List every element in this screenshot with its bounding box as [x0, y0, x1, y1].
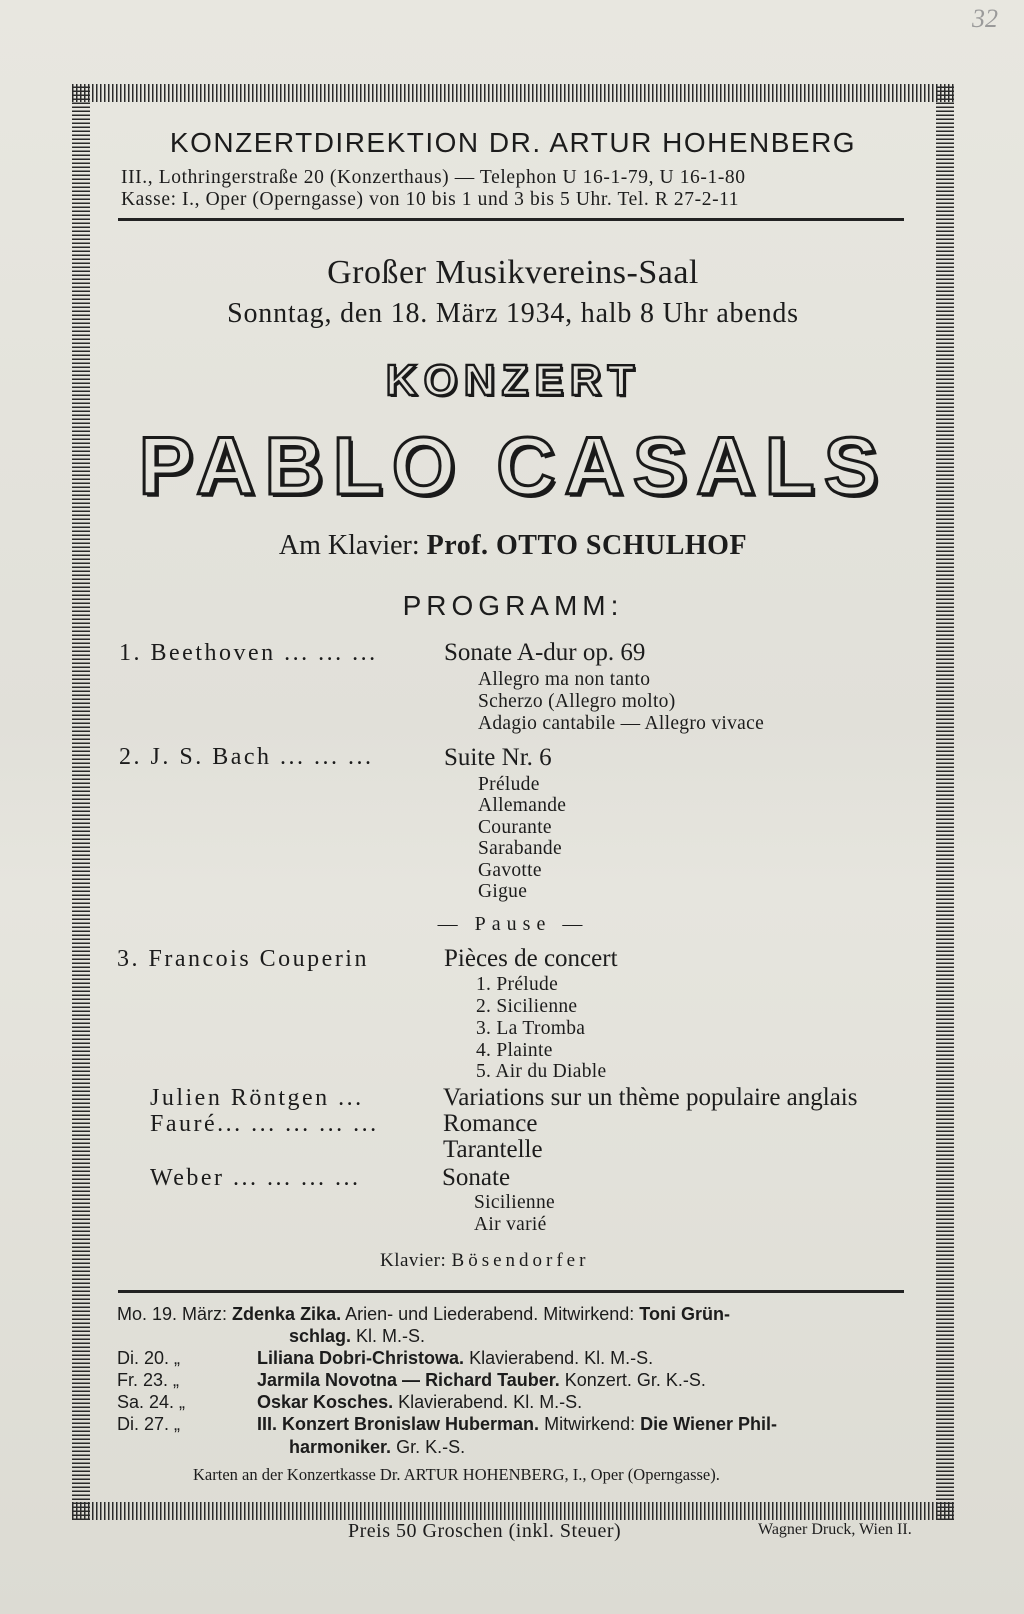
program-movement: Sarabande — [478, 838, 562, 859]
price: Preis 50 Groschen (inkl. Steuer) — [348, 1520, 622, 1542]
printer-credit: Wagner Druck, Wien II. — [758, 1521, 912, 1538]
program-work: Variations sur un thème populaire anglais — [443, 1084, 858, 1111]
upcoming-item — [117, 1414, 777, 1435]
program-composer: 1. Beethoven ... ... ... — [119, 640, 378, 666]
border-bottom — [72, 1502, 954, 1520]
upcoming-performer: Jarmila Novotna — Richard Tauber. — [257, 1370, 560, 1390]
upcoming-date: Di. 27. „ — [117, 1414, 181, 1434]
upcoming-performer-2: Die Wiener Phil- — [640, 1414, 777, 1434]
upcoming-performer: Liliana Dobri-Christowa. — [257, 1348, 465, 1368]
border-top — [72, 84, 954, 102]
piano-brand: Bösendorfer — [451, 1250, 590, 1271]
program-composer: Julien Röntgen ... — [150, 1085, 364, 1111]
upcoming-date: Di. 20. „ — [117, 1348, 181, 1368]
program-movement: Gigue — [478, 881, 528, 902]
program-work: Pièces de concert — [444, 945, 618, 972]
program-movement: 4. Plainte — [476, 1040, 553, 1061]
upcoming-item — [117, 1348, 653, 1369]
upcoming-date: Fr. 23. „ — [117, 1370, 180, 1390]
upcoming-performer: schlag. — [289, 1326, 352, 1346]
piano-note — [380, 1250, 589, 1272]
program-movement: 1. Prélude — [476, 974, 559, 995]
program-movement: 5. Air du Diable — [476, 1061, 607, 1082]
upcoming-item — [289, 1437, 465, 1458]
management-box-office: Kasse: I., Oper (Operngasse) von 10 bis 1 und 3 bis 5 Uhr. Tel. R 27-2-11 — [121, 189, 740, 210]
artist-name: PABLO CASALS — [138, 421, 888, 512]
ticket-note: Karten an der Konzertkasse Dr. ARTUR HOHENBERG, I., Oper (Operngasse). — [193, 1465, 720, 1484]
program-work: Sonate — [442, 1164, 511, 1191]
program-movement: Sicilienne — [474, 1192, 555, 1213]
upcoming-details: Kl. M.-S. — [356, 1326, 426, 1346]
program-work: Tarantelle — [443, 1136, 543, 1163]
upcoming-date: Mo. 19. März: — [117, 1304, 228, 1324]
upcoming-performer: harmoniker. — [289, 1437, 392, 1457]
upcoming-details: Mitwirkend: — [544, 1414, 636, 1434]
management-address: III., Lothringerstraße 20 (Konzerthaus) — Telephon U 16-1-79, U 16-1-80 — [121, 167, 746, 188]
upcoming-item — [289, 1326, 425, 1347]
upcoming-details: Klavierabend. Kl. M.-S. — [469, 1348, 654, 1368]
program-movement: Adagio cantabile — Allegro vivace — [478, 713, 765, 734]
program-movement: 3. La Tromba — [476, 1018, 586, 1039]
handwritten-page-number: 32 — [972, 4, 998, 33]
venue: Großer Musikvereins-Saal — [327, 254, 699, 291]
program-movement: Allegro ma non tanto — [478, 669, 651, 690]
program-divider — [118, 1290, 904, 1293]
program-movement: Scherzo (Allegro molto) — [478, 691, 676, 712]
program-movement: Allemande — [478, 795, 567, 816]
border-right — [936, 84, 954, 1520]
program-composer: Weber ... ... ... ... — [150, 1165, 361, 1191]
program-movement: 2. Sicilienne — [476, 996, 578, 1017]
program-movement: Gavotte — [478, 860, 542, 881]
program-movement: Courante — [478, 817, 552, 838]
program-composer: 2. J. S. Bach ... ... ... — [119, 744, 374, 770]
pianist-line — [90, 530, 936, 562]
upcoming-performer-2: Toni Grün- — [639, 1304, 730, 1324]
border-left — [72, 84, 90, 1520]
program-composer: 3. Francois Couperin — [117, 946, 369, 972]
management-title: KONZERTDIREKTION DR. ARTUR HOHENBERG — [169, 127, 857, 158]
program-movement: Air varié — [474, 1214, 547, 1235]
program-work: Romance — [443, 1110, 538, 1137]
pianist-prefix: Am Klavier: — [278, 530, 420, 561]
upcoming-performer: Zdenka Zika. — [232, 1304, 342, 1324]
program-composer: Fauré... ... ... ... ... — [150, 1111, 379, 1137]
piano-label: Klavier: — [380, 1250, 447, 1271]
program-work: Suite Nr. 6 — [444, 744, 552, 771]
pianist-name: Prof. OTTO SCHULHOF — [426, 530, 748, 561]
program-movement: Prélude — [478, 774, 540, 795]
upcoming-date: Sa. 24. „ — [117, 1392, 186, 1412]
upcoming-details: Gr. K.-S. — [396, 1437, 466, 1457]
program-work: Sonate A-dur op. 69 — [444, 639, 646, 666]
upcoming-performer: Oskar Kosches. — [257, 1392, 394, 1412]
upcoming-details: Arien- und Liederabend. Mitwirkend: — [345, 1304, 635, 1324]
upcoming-performer: III. Konzert Bronislaw Huberman. — [257, 1414, 540, 1434]
upcoming-item — [117, 1392, 582, 1413]
event-datetime: Sonntag, den 18. März 1934, halb 8 Uhr abends — [227, 298, 799, 329]
intermission: — Pause — — [437, 913, 589, 935]
upcoming-item — [117, 1370, 706, 1391]
upcoming-details: Konzert. Gr. K.-S. — [564, 1370, 706, 1390]
program-heading: PROGRAMM: — [402, 590, 624, 621]
upcoming-details: Klavierabend. Kl. M.-S. — [398, 1392, 583, 1412]
upcoming-item — [117, 1304, 730, 1325]
header-divider — [118, 218, 904, 221]
event-type: KONZERT — [385, 356, 641, 405]
